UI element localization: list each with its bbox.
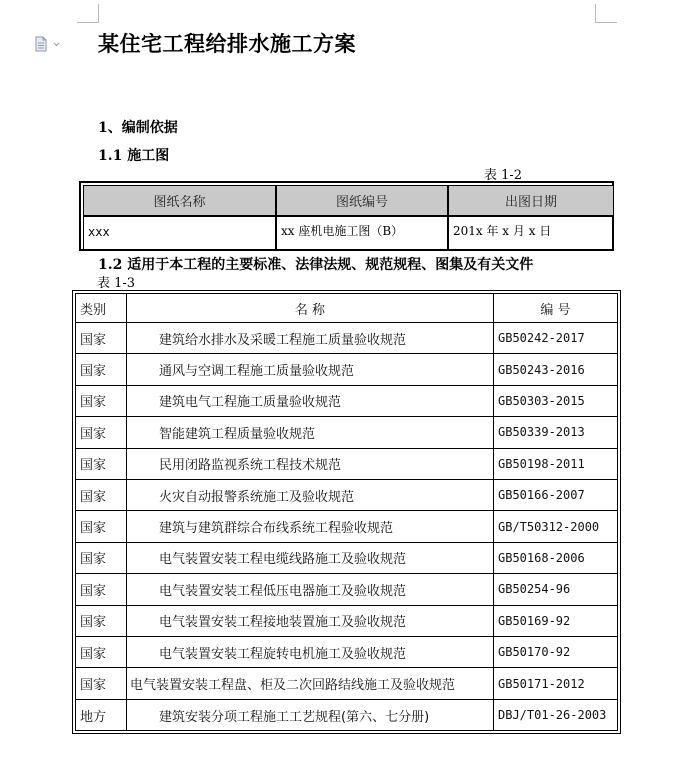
standards-table-row — [76, 700, 617, 731]
standards-cell-category: 国家 — [76, 354, 127, 384]
standards-table-row — [76, 668, 617, 699]
table-caption-1-3: 表 1-3 — [97, 276, 136, 291]
standards-cell-name: 电气装置安装工程电缆线路施工及验收规范 — [127, 543, 494, 573]
drawings-cell-date: 201x 年 x 月 x 日 — [448, 216, 614, 251]
standards-cell-code: GB50171-2012 — [498, 676, 585, 691]
standards-cell-name: 建筑与建筑群综合布线系统工程验收规范 — [127, 511, 494, 541]
standards-cell-code: GB50303-2015 — [498, 393, 585, 408]
standards-cell-category: 国家 — [76, 668, 127, 698]
standards-table — [72, 290, 621, 734]
standards-cell-category: 地方 — [76, 700, 127, 731]
standards-cell-code: GB50169-92 — [498, 613, 571, 628]
standards-cell-code: GB50254-96 — [498, 582, 571, 597]
standards-cell-name: 火灾自动报警系统施工及验收规范 — [127, 480, 494, 510]
drawings-header-name: 图纸名称 — [83, 185, 276, 216]
standards-cell-code: GB50168-2006 — [498, 550, 585, 565]
standards-cell-code: GB50198-2011 — [498, 456, 585, 471]
standards-cell-name: 智能建筑工程质量验收规范 — [127, 417, 494, 447]
standards-cell-name: 建筑安装分项工程施工工艺规程(第六、七分册) — [127, 700, 494, 731]
standards-header-name: 名 称 — [127, 294, 494, 322]
document-icon[interactable] — [34, 36, 64, 52]
standards-cell-name: 建筑给水排水及采暖工程施工质量验收规范 — [127, 323, 494, 353]
standards-table-row — [76, 511, 617, 542]
standards-header-row — [76, 294, 617, 323]
drawings-cell-name: xxx — [83, 216, 276, 251]
standards-table-row — [76, 386, 617, 417]
standards-cell-code: GB50170-92 — [498, 645, 571, 660]
standards-cell-code: GB50243-2016 — [498, 362, 585, 377]
standards-cell-name: 电气装置安装工程低压电器施工及验收规范 — [127, 574, 494, 604]
standards-table-row — [76, 637, 617, 668]
standards-cell-code: GB50166-2007 — [498, 488, 585, 503]
standards-cell-category: 国家 — [76, 386, 127, 416]
standards-cell-code: GB/T50312-2000 — [498, 519, 600, 534]
standards-cell-category: 国家 — [76, 449, 127, 479]
standards-cell-code: DBJ/T01-26-2003 — [498, 708, 607, 723]
standards-cell-name: 电气装置安装工程旋转电机施工及验收规范 — [127, 637, 494, 667]
standards-table-row — [76, 449, 617, 480]
standards-table-row — [76, 480, 617, 511]
standards-header-code: 编 号 — [540, 302, 571, 318]
standards-cell-category: 国家 — [76, 574, 127, 604]
document-title: 某住宅工程给排水施工方案 — [98, 31, 356, 56]
page-margin-corner-top-left — [77, 4, 99, 23]
standards-cell-category: 国家 — [76, 323, 127, 353]
standards-cell-code: GB50339-2013 — [498, 425, 585, 440]
standards-cell-name: 建筑电气工程施工质量验收规范 — [127, 386, 494, 416]
standards-table-row — [76, 323, 617, 354]
standards-cell-code: GB50242-2017 — [498, 331, 585, 346]
drawings-header-date: 出图日期 — [448, 185, 614, 216]
standards-cell-name: 民用闭路监视系统工程技术规范 — [127, 449, 494, 479]
standards-cell-category: 国家 — [76, 606, 127, 636]
standards-table-row — [76, 606, 617, 637]
standards-cell-name: 通风与空调工程施工质量验收规范 — [127, 354, 494, 384]
standards-cell-category: 国家 — [76, 511, 127, 541]
standards-cell-name: 电气装置安装工程接地装置施工及验收规范 — [127, 606, 494, 636]
standards-table-row — [76, 417, 617, 448]
drawings-header-number: 图纸编号 — [276, 185, 448, 216]
drawings-table — [79, 181, 614, 251]
table-caption-1-2: 表 1-2 — [484, 168, 523, 183]
standards-table-row — [76, 354, 617, 385]
standards-cell-name: 电气装置安装工程盘、柜及二次回路结线施工及验收规范 — [127, 668, 494, 698]
heading-applicable-standards: 1.2 适用于本工程的主要标准、法律法规、规范规程、图集及有关文件 — [98, 257, 534, 273]
heading-compilation-basis: 1、编制依据 — [98, 120, 178, 136]
standards-cell-category: 国家 — [76, 543, 127, 573]
standards-cell-category: 国家 — [76, 637, 127, 667]
standards-header-category: 类别 — [76, 294, 127, 322]
heading-construction-drawings: 1.1 施工图 — [98, 148, 170, 164]
standards-table-row — [76, 543, 617, 574]
standards-cell-category: 国家 — [76, 480, 127, 510]
standards-table-row — [76, 574, 617, 605]
drawings-cell-number: xx 座机电施工图（B） — [276, 216, 448, 251]
page-margin-corner-top-right — [595, 4, 617, 23]
standards-cell-category: 国家 — [76, 417, 127, 447]
